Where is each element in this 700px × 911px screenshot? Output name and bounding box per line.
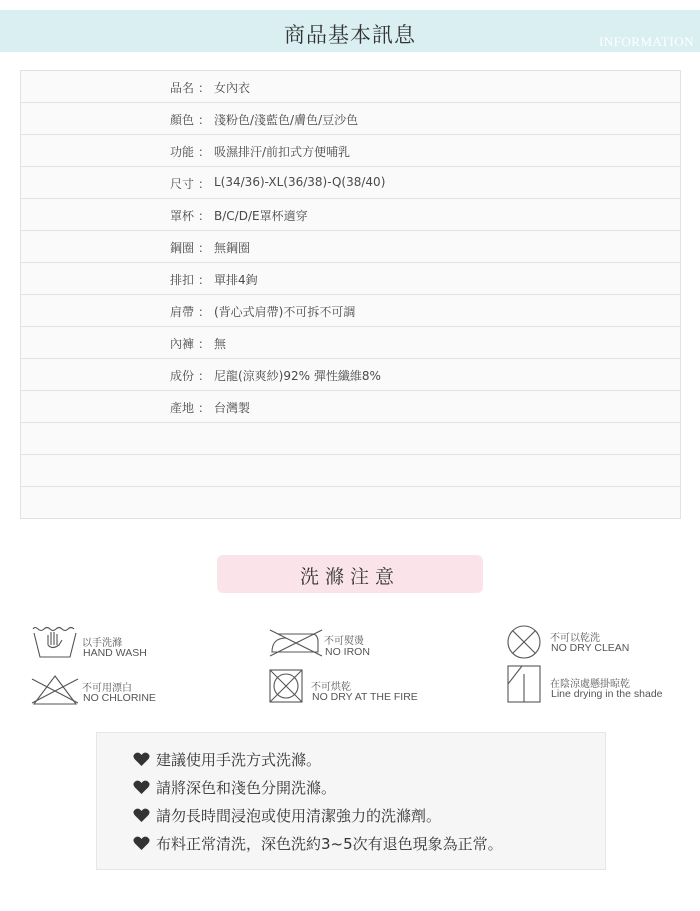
care-label-en: Line drying in the shade <box>551 688 663 700</box>
note-text: 建議使用手洗方式洗滌。 <box>156 751 322 769</box>
info-separator: ： <box>198 241 211 255</box>
care-label-en: NO DRY CLEAN <box>551 642 630 654</box>
care-label-en: NO CHLORINE <box>83 692 156 704</box>
info-value: 無鋼圈 <box>214 241 251 255</box>
care-label-zh: 不可以乾洗 <box>550 633 600 644</box>
note-item <box>133 833 503 854</box>
note-item <box>133 749 321 770</box>
info-separator: ： <box>198 113 211 127</box>
info-separator: ： <box>198 305 211 319</box>
info-separator: ： <box>198 369 211 383</box>
heart-icon <box>133 780 150 795</box>
care-item-no-bleach <box>30 673 190 709</box>
info-label: 肩帶 <box>169 305 194 319</box>
care-label-zh: 不可烘乾 <box>311 682 351 693</box>
info-label: 顏色 <box>169 113 194 127</box>
note-text: 請將深色和淺色分開洗滌。 <box>156 779 337 797</box>
info-row-origin <box>21 391 680 423</box>
info-value: 無 <box>214 337 227 351</box>
line-dry-shade-icon <box>506 664 542 704</box>
info-row-color <box>21 103 680 135</box>
info-separator: ： <box>198 209 211 223</box>
note-text: 布料正常清洗，深色洗約3~5次有退色現象為正常。 <box>156 835 503 853</box>
info-separator: ： <box>198 81 211 95</box>
info-row-empty <box>21 487 680 518</box>
no-tumble-dry-icon <box>268 668 304 704</box>
washing-notes-header <box>217 555 483 593</box>
info-row-material <box>21 359 680 391</box>
info-value: B/C/D/E罩杯適穿 <box>214 209 308 223</box>
info-label: 產地 <box>169 401 194 415</box>
info-row-name <box>21 71 680 103</box>
info-label: 品名 <box>169 81 194 95</box>
care-label-en: HAND WASH <box>83 647 147 659</box>
info-label: 內褲 <box>169 337 194 351</box>
page-title: 商品基本訊息 <box>284 23 416 47</box>
info-value: L(34/36)-XL(36/38)-Q(38/40) <box>214 175 386 189</box>
care-label-en: NO DRY AT THE FIRE <box>312 691 418 703</box>
info-value: (背心式肩帶)不可拆不可調 <box>214 305 356 319</box>
care-item-line-dry-shade <box>506 664 686 706</box>
info-row-panties <box>21 327 680 359</box>
info-value: 台灣製 <box>214 401 251 415</box>
info-value: 女內衣 <box>214 81 251 95</box>
info-row-cup <box>21 199 680 231</box>
note-item <box>133 777 336 798</box>
info-separator: ： <box>198 145 211 159</box>
no-dry-clean-icon <box>506 624 542 660</box>
note-item <box>133 805 441 826</box>
no-iron-icon <box>268 628 324 658</box>
info-row-empty <box>21 423 680 455</box>
care-label-zh: 在陰涼處懸掛晾乾 <box>550 679 630 690</box>
info-separator: ： <box>198 401 211 415</box>
care-label-zh: 不可用漂白 <box>82 683 132 694</box>
washing-notes-box <box>96 732 606 870</box>
product-info-table <box>20 70 681 519</box>
care-label-zh: 以手洗滌 <box>82 638 122 649</box>
info-value: 單排4鉤 <box>214 273 258 287</box>
care-label-zh: 不可熨燙 <box>324 636 364 647</box>
info-label: 罩杯 <box>169 209 194 223</box>
info-row-empty <box>21 455 680 487</box>
washing-notes-title: 洗滌注意 <box>299 566 400 588</box>
info-label: 尺寸 <box>169 177 194 191</box>
info-value: 尼龍(涼爽紗)92% 彈性纖維8% <box>214 369 381 383</box>
info-value: 吸濕排汗/前扣式方便哺乳 <box>214 145 351 159</box>
info-label: 鋼圈 <box>169 241 194 255</box>
care-item-hand-wash <box>30 623 190 663</box>
info-separator: ： <box>198 337 211 351</box>
care-label-en: NO IRON <box>325 646 370 658</box>
info-row-size <box>21 167 680 199</box>
hand-wash-icon <box>30 623 80 661</box>
info-label: 功能 <box>169 145 194 159</box>
info-label: 成份 <box>169 369 194 383</box>
heart-icon <box>133 808 150 823</box>
info-row-hooks <box>21 263 680 295</box>
heart-icon <box>133 836 150 851</box>
info-row-function <box>21 135 680 167</box>
info-separator: ： <box>198 273 211 287</box>
care-item-no-dry-clean <box>506 624 666 660</box>
info-separator: ： <box>198 177 211 191</box>
note-text: 請勿長時間浸泡或使用清潔強力的洗滌劑。 <box>156 807 442 825</box>
care-item-no-tumble-dry <box>268 668 428 708</box>
heart-icon <box>133 752 150 767</box>
info-row-straps <box>21 295 680 327</box>
page-subtitle-en: INFORMATION <box>598 34 694 49</box>
info-value: 淺粉色/淺藍色/膚色/豆沙色 <box>214 113 359 127</box>
no-bleach-icon <box>30 673 80 707</box>
info-row-underwire <box>21 231 680 263</box>
info-label: 排扣 <box>169 273 194 287</box>
care-item-no-iron <box>268 628 418 664</box>
info-header-banner <box>0 10 700 52</box>
